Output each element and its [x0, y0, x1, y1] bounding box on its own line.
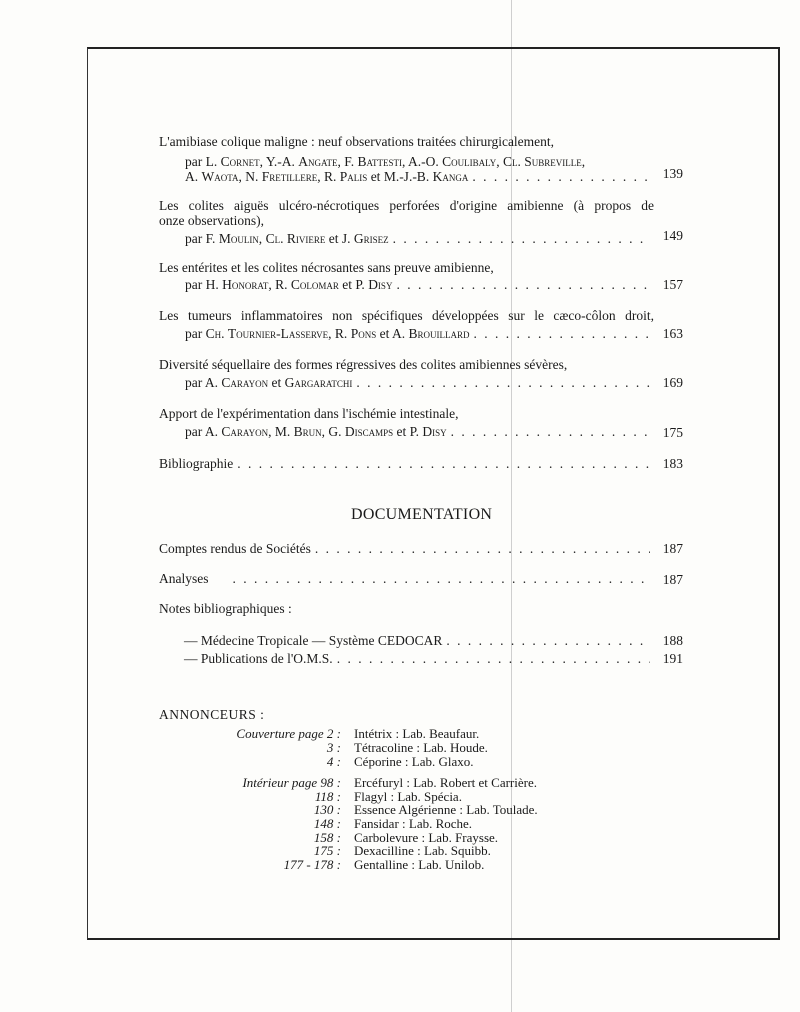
entry-authors-leader	[159, 424, 654, 439]
annonceur-page: 177 - 178 :	[283, 857, 341, 872]
annonceur-row	[0, 844, 800, 858]
annonceur-product: Fansidar : Lab. Roche.	[354, 816, 473, 831]
dot-leader	[237, 456, 650, 471]
dot-leader	[472, 169, 650, 184]
annonceur-row	[0, 817, 800, 831]
page-number: 169	[662, 375, 683, 390]
page-number: 187	[662, 541, 683, 556]
entry-authors: par A. Carayon et Gargaratchi	[185, 375, 353, 390]
toc-entry-analyses	[159, 571, 654, 586]
annonceur-product: Céporine : Lab. Glaxo.	[354, 754, 474, 769]
toc-entry-2	[159, 198, 654, 246]
annonceur-row	[0, 755, 800, 769]
toc-entry-bibliographie	[159, 456, 654, 471]
annonceur-page: 158 :	[313, 830, 341, 845]
entry-title: Les entérites et les colites nécrosantes sans preuve amibienne,	[159, 260, 494, 275]
dot-leader	[356, 375, 650, 390]
section-heading-annonceurs: ANNONCEURS :	[159, 707, 265, 722]
dot-leader	[393, 231, 650, 246]
toc-entry-3	[159, 260, 654, 292]
page-number: 139	[662, 166, 683, 181]
entry-authors-leader	[159, 277, 654, 292]
dot-leader	[473, 326, 650, 341]
entry-title: — Publications de l'O.M.S.	[184, 651, 333, 666]
page-number: 163	[662, 326, 683, 341]
entry-title: Diversité séquellaire des formes régressives des colites amibiennes sévères,	[159, 357, 568, 372]
page-number: 183	[662, 456, 683, 471]
annonceur-page: 175 :	[313, 843, 341, 858]
annonceur-product: Dexacilline : Lab. Squibb.	[354, 843, 491, 858]
annonceur-page: Couverture page 2 :	[236, 726, 341, 741]
entry-authors: par L. Cornet, Y.-A. Angate, F. Battesti, A.-O. Coulibaly, Cl. Subreville,	[185, 154, 586, 169]
annonceur-page: 130 :	[313, 802, 341, 817]
toc-entry-note-1	[184, 633, 654, 649]
entry-title: Comptes rendus de Sociétés	[159, 541, 311, 556]
annonceur-row	[0, 727, 800, 741]
toc-entry-4	[159, 308, 654, 341]
annonceur-product: Intétrix : Lab. Beaufaur.	[354, 726, 480, 741]
annonceur-page: 4 :	[326, 754, 341, 769]
entry-title: L'amibiase colique maligne : neuf observations traitées chirurgicalement,	[159, 134, 555, 149]
annonceur-page: 118 :	[314, 789, 341, 804]
entry-title: Analyses	[159, 571, 209, 586]
annonceur-product: Carbolevure : Lab. Fraysse.	[354, 830, 499, 845]
annonceur-product: Tétracoline : Lab. Houde.	[354, 740, 488, 755]
annonceur-row	[0, 741, 800, 755]
toc-entry-note-2	[184, 651, 654, 667]
page-number: 157	[662, 277, 683, 292]
annonceur-page: Intérieur page 98 :	[242, 775, 341, 790]
annonceur-product: Flagyl : Lab. Spécia.	[354, 789, 462, 804]
dot-leader	[446, 633, 650, 649]
entry-title: Les tumeurs inflammatoires non spécifiques développées sur le cæco-côlon droit,	[159, 308, 654, 323]
toc-entry-1	[159, 134, 654, 184]
annonceur-product: Essence Algérienne : Lab. Toulade.	[354, 802, 538, 817]
dot-leader	[315, 541, 650, 556]
entry-authors-leader	[159, 169, 654, 184]
annonceur-page: 3 :	[326, 740, 341, 755]
page-number: 175	[662, 425, 683, 440]
annonceur-product: Ercéfuryl : Lab. Robert et Carrière.	[354, 775, 537, 790]
annonceur-row	[0, 776, 800, 790]
toc-entry-comptes-rendus	[159, 541, 654, 556]
entry-authors: A. Waota, N. Fretillere, R. Palis et M.-J.-B. Kanga	[185, 169, 469, 184]
dot-leader	[451, 424, 650, 439]
entry-title: onze observations),	[159, 213, 264, 228]
entry-authors: par F. Moulin, Cl. Riviere et J. Grisez	[185, 231, 389, 246]
annonceur-row	[0, 803, 800, 817]
dot-leader	[396, 277, 650, 292]
entry-authors-leader	[159, 326, 654, 341]
entry-title: — Médecine Tropicale — Système CEDOCAR	[184, 633, 443, 648]
page-number: 191	[662, 651, 683, 666]
dot-leader	[337, 651, 650, 667]
entry-authors: par A. Carayon, M. Brun, G. Discamps et P. Disy	[185, 424, 447, 439]
entry-authors: par Ch. Tournier-Lasserve, R. Pons et A. Brouillard	[185, 326, 470, 341]
section-heading-documentation: DOCUMENTATION	[351, 506, 493, 523]
dot-leader	[233, 571, 651, 586]
annonceur-product: Gentalline : Lab. Unilob.	[354, 857, 485, 872]
annonceur-page: 148 :	[313, 816, 341, 831]
page-number: 187	[662, 572, 683, 587]
page-number: 188	[662, 633, 683, 648]
page-number: 149	[662, 228, 683, 243]
entry-title: Apport de l'expérimentation dans l'ischémie intestinale,	[159, 406, 459, 421]
entry-title: Les colites aiguës ulcéro-nécrotiques perforées d'origine amibienne (à propos de	[159, 198, 654, 213]
toc-entry-6	[159, 406, 654, 439]
entry-title: Bibliographie	[159, 456, 234, 471]
annonceur-row	[0, 858, 800, 872]
toc-entry-5	[159, 357, 654, 390]
entry-authors-leader	[159, 231, 654, 246]
entry-authors: par H. Honorat, R. Colomar et P. Disy	[185, 277, 393, 292]
entry-authors-leader	[159, 375, 654, 390]
notes-bibliographiques-label: Notes bibliographiques :	[159, 601, 292, 616]
